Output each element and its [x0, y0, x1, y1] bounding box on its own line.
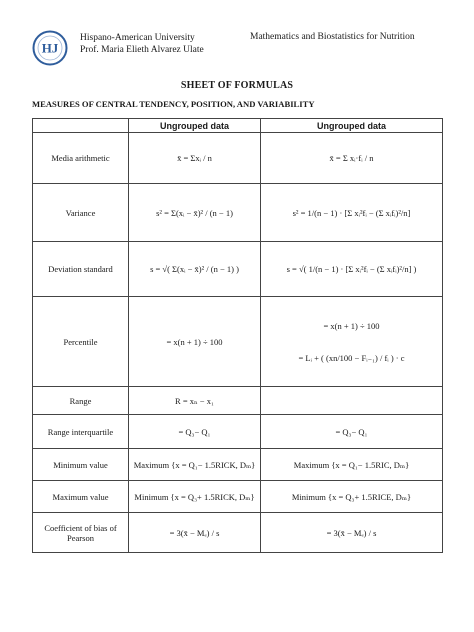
table-row — [33, 133, 443, 184]
table-row — [33, 415, 443, 449]
formula-grouped — [261, 387, 443, 415]
section-subtitle: MEASURES OF CENTRAL TENDENCY, POSITION, AND VARIABILITY — [32, 99, 315, 109]
table-row — [33, 297, 443, 387]
table-row — [33, 481, 443, 513]
professor-name: Prof. Maria Elieth Alvarez Ulate — [80, 45, 204, 55]
institution-block — [80, 32, 204, 56]
course-name: Mathematics and Biostatistics for Nutrition — [250, 32, 415, 42]
svg-text:HJ: HJ — [41, 40, 59, 56]
table-row — [33, 184, 443, 242]
formula-ungrouped: = Q₃− Q₁ — [129, 415, 261, 449]
column-header: Ungrouped data — [261, 119, 443, 133]
formula-ungrouped: Minimum {x = Q₃+ 1.5RICK, Dₘ} — [129, 481, 261, 513]
formula-ungrouped: = x(n + 1) ÷ 100 — [129, 297, 261, 387]
formula-ungrouped: Maximum {x = Q₁− 1.5RICK, Dₘ} — [129, 449, 261, 481]
formula-grouped — [261, 297, 443, 387]
formula-table — [32, 118, 443, 553]
row-label: Media arithmetic — [33, 133, 129, 184]
formula-ungrouped: R = xₙ − x₁ — [129, 387, 261, 415]
column-header: Ungrouped data — [129, 119, 261, 133]
formula-grouped: Minimum {x = Q₃+ 1.5RICE, Dₘ} — [261, 481, 443, 513]
table-row — [33, 513, 443, 553]
row-label: Maximum value — [33, 481, 129, 513]
row-label: Percentile — [33, 297, 129, 387]
formula-grouped: = 3(x̄ − Mₑ) / s — [261, 513, 443, 553]
formula-grouped: s² = 1/(n − 1) · [Σ xᵢ²fᵢ − (Σ xᵢfᵢ)²/n] — [261, 184, 443, 242]
formula-ungrouped: s² = Σ(xᵢ − x̄)² / (n − 1) — [129, 184, 261, 242]
page-title: SHEET OF FORMULAS — [180, 80, 294, 91]
formula-ungrouped: x̄ = Σxᵢ / n — [129, 133, 261, 184]
formula-ungrouped: s = √( Σ(xᵢ − x̄)² / (n − 1) ) — [129, 242, 261, 297]
formula-percentile-rank: = x(n + 1) ÷ 100 — [323, 320, 380, 331]
formula-percentile-interpolation: = Lᵢ + ( (xn/100 − Fᵢ₋₁) / fᵢ ) · c — [298, 352, 405, 363]
university-logo — [32, 30, 68, 66]
institution-name: Hispano-American University — [80, 33, 195, 43]
table-row — [33, 387, 443, 415]
row-label: Range — [33, 387, 129, 415]
header-label-cell — [33, 119, 129, 133]
row-label: Deviation standard — [33, 242, 129, 297]
row-label: Coefficient of bias of Pearson — [33, 513, 129, 553]
formula-grouped: = Q₃− Q₁ — [261, 415, 443, 449]
table-header-row — [33, 119, 443, 133]
row-label: Range interquartile — [33, 415, 129, 449]
table-row — [33, 449, 443, 481]
formula-grouped: s = √( 1/(n − 1) · [Σ xᵢ²fᵢ − (Σ xᵢfᵢ)²/n] ) — [261, 242, 443, 297]
table-row — [33, 242, 443, 297]
document-header — [32, 30, 452, 70]
formula-ungrouped: = 3(x̄ − Mₑ) / s — [129, 513, 261, 553]
formula-grouped: Maximum {x = Q₁− 1.5RIC, Dₘ} — [261, 449, 443, 481]
row-label: Variance — [33, 184, 129, 242]
formula-grouped: x̄ = Σ xᵢ·fᵢ / n — [261, 133, 443, 184]
row-label: Minimum value — [33, 449, 129, 481]
